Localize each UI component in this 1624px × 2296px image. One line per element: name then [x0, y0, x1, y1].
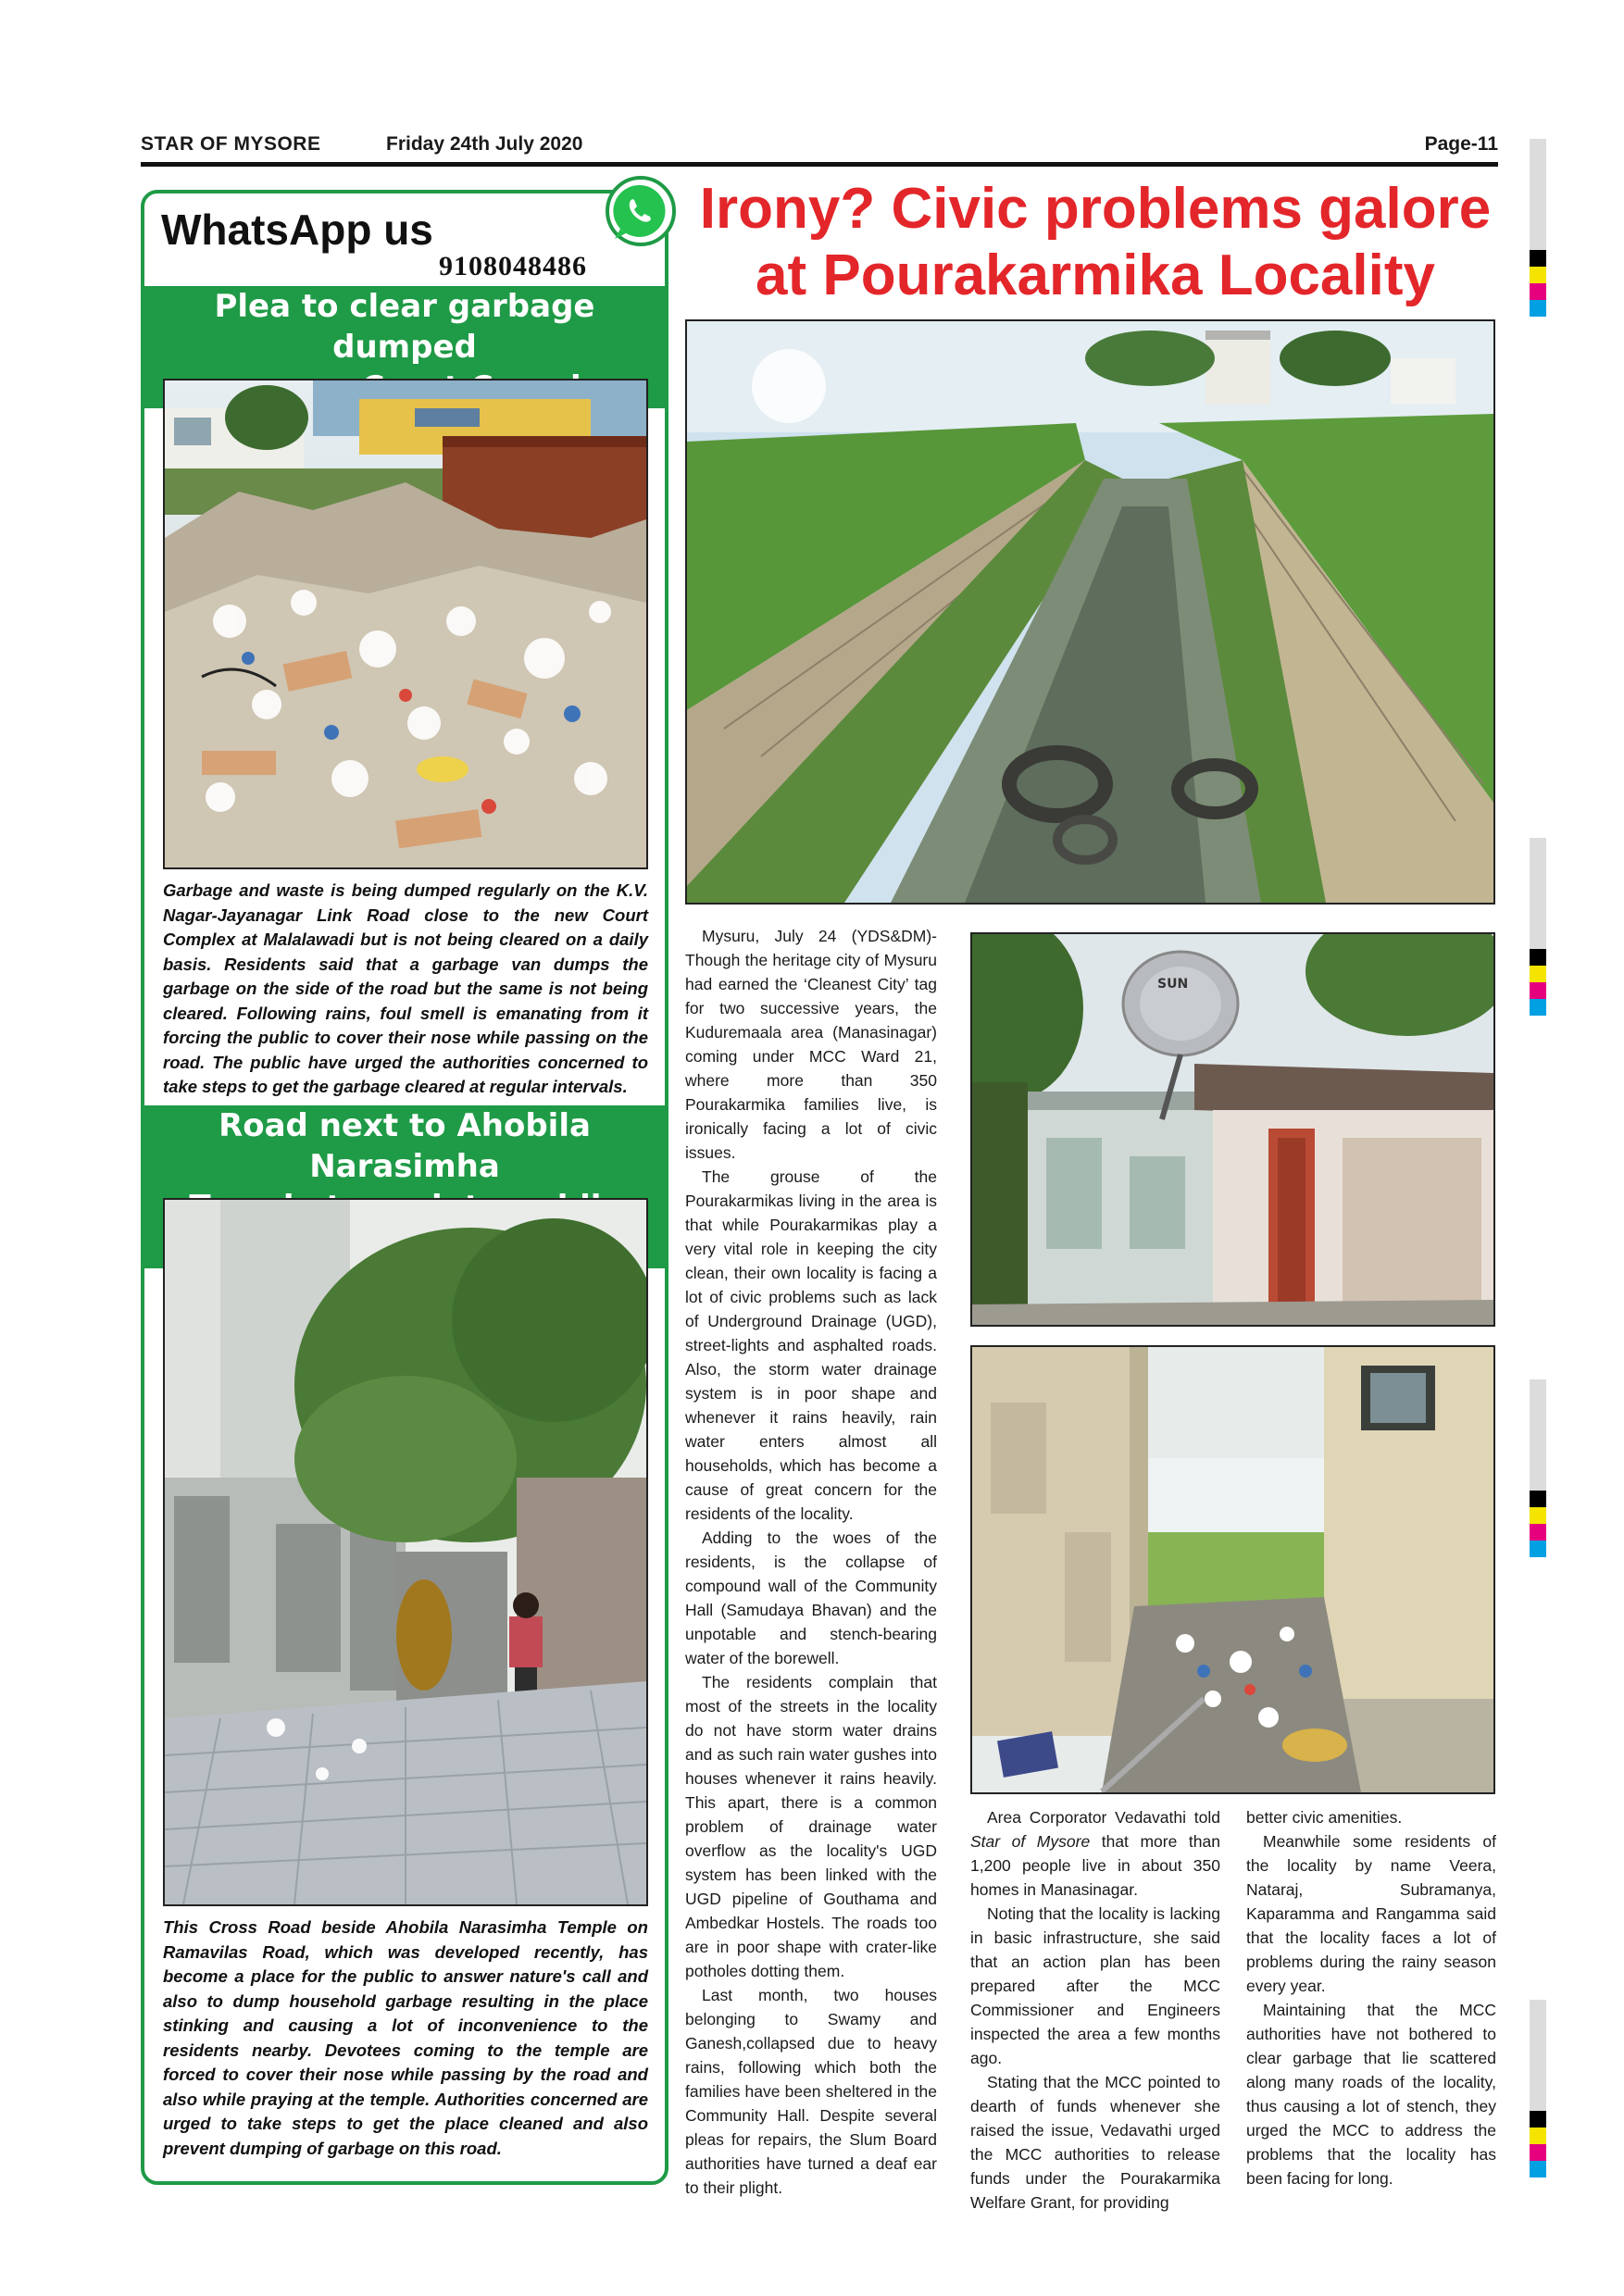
article-paragraph: Adding to the woes of the residents, is the collapse of compound wall of the Community Hall (Samudaya Bhavan) and the unpotable and stench-bearing water of the borewell. — [685, 1529, 937, 1667]
garbage-alley-photo — [970, 1345, 1495, 1794]
newspaper-name: STAR OF MYSORE — [141, 133, 321, 155]
article-column-3 — [1246, 1805, 1496, 2190]
plea-caption: Garbage and waste is being dumped regularly on the K.V. Nagar-Jayanagar Link Road close to the new Court Complex at Malalawadi but is not being cleared on a daily basis. Residents said that a garbage van dumps the garbage on the side of the road but the same is not being cleared. Following rains, foul smell is emanating from it forcing the public to cover their nose while passing on the road. The public have urged the authorities concerned to take steps to get the garbage cleared at regular intervals. — [163, 880, 648, 1096]
register-mark — [1530, 2000, 1546, 2177]
article-paragraph: The residents complain that most of the streets in the locality do not have storm water drains and as such rain water gushes into houses whenever it rains heavily. This apart, there is a common problem of drainage water overflow as the locality's UGD system has been linked with the UGD pipeline of Gouthama and Ambedkar Hostels. The roads too are in poor shape with crater-like potholes dotting them. — [685, 1673, 937, 1980]
drain-photo — [685, 319, 1495, 905]
article-paragraph: better civic amenities. — [1246, 1808, 1403, 1827]
article-paragraph: Last month, two houses belonging to Swamy and Ganesh,collapsed due to heavy rains, following which both the families have been sheltered in the Community Hall. Despite several pleas for repairs, the Slum Board authorities have turned a deaf ear to their plight. — [685, 1986, 937, 2197]
register-mark — [1530, 139, 1546, 317]
issue-date: Friday 24th July 2020 — [386, 133, 583, 155]
masthead — [141, 133, 1498, 163]
register-mark — [1530, 1379, 1546, 1557]
plea-heading: Plea to clear garbage dumped — [144, 286, 665, 408]
article-column-2 — [970, 1805, 1220, 2215]
article-paragraph: Maintaining that the MCC authorities have not bothered to clear garbage that lie scattered along many roads of the locality, thus causing a lot of stench, they urged the MCC to address the problems that the locality has been facing for long. — [1246, 2001, 1496, 2188]
whatsapp-icon — [606, 176, 674, 244]
article-paragraph: Stating that the MCC pointed to dearth of funds whenever she raised the issue, Vedavathi urged the MCC authorities to release funds under the Pourakarmika Welfare Grant, for providing — [970, 2073, 1220, 2212]
article-column-1 — [685, 924, 937, 2200]
dish-antenna-photo — [970, 932, 1495, 1327]
temple-road-photo — [163, 1198, 648, 1906]
garbage-photo — [163, 379, 648, 869]
article-paragraph: Mysuru, July 24 (YDS&DM)- Though the heritage city of Mysuru had earned the ‘Cleanest City’ tag for two successive years, the Kuduremaala area (Manasinagar) coming under MCC Ward 21, where more than 350 Pourakarmika families live, is ironically facing a lot of civic issues. — [685, 927, 937, 1162]
whatsapp-number: 9108048486 — [439, 251, 587, 281]
article-paragraph: Noting that the locality is lacking in basic infrastructure, she said that an action plan has been prepared after the MCC Commissioner and Engineers inspected the area a few months ago. — [970, 1904, 1220, 2067]
newspaper-name-italic: Star of Mysore — [970, 1832, 1091, 1851]
page-number: Page-11 — [1424, 133, 1498, 155]
masthead-rule — [141, 162, 1498, 167]
road-caption: This Cross Road beside Ahobila Narasimha Temple on Ramavilas Road, which was developed recently, has become a place for the public to answer nature's call and also to dump household garbage resulting in the place stinking and causing a lot of inconvenience to the residents nearby. Devotees coming to the temple are forced to cover their nose while passing by the road and also while praying at the temple. Authorities concerned are urged to take steps to get the place cleaned and also prevent dumping of garbage on this road. — [163, 1917, 648, 2158]
article-paragraph: Meanwhile some residents of the locality by name Veera, Nataraj, Subramanya, Kaparamma and Rangamma said that the locality faces a lot of problems during the rainy season every year. — [1246, 1832, 1496, 1995]
road-heading: Road next to Ahobila Narasimha — [144, 1105, 665, 1268]
article-paragraph: Area Corporator Vedavathi told Star of Mysore that more than 1,200 people live in about 350 homes in Manasinagar. — [970, 1808, 1220, 1899]
register-mark — [1530, 838, 1546, 1016]
svg-text:SUN: SUN — [1157, 977, 1189, 992]
article-paragraph: The grouse of the Pourakarmikas living in the area is that while Pourakarmikas play a very vital role in keeping the city clean, their own locality is facing a lot of civic problems such as lack of Underground Drainage (UGD), street-lights and asphalted roads. Also, the storm water drainage system is in poor shape and whenever it rains heavily, rain water enters almost all households, which has become a cause of great concern for the residents of the locality. — [685, 1167, 937, 1523]
whatsapp-news-box — [141, 190, 668, 2185]
main-headline: Irony? Civic problems galore at Pourakarmika Locality — [699, 177, 1492, 307]
whatsapp-title: WhatsApp us — [161, 206, 433, 254]
